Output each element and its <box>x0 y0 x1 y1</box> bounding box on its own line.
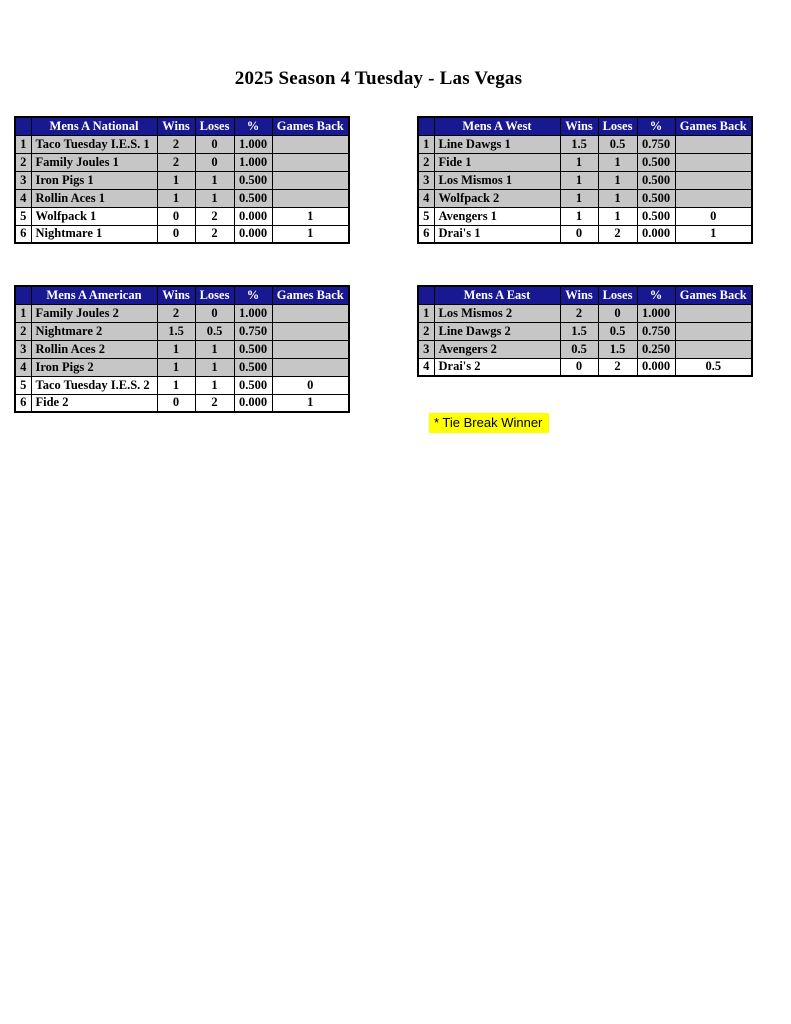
pct-cell: 0.500 <box>637 171 675 189</box>
pct-cell: 0.750 <box>637 135 675 153</box>
pct-cell: 0.750 <box>234 322 272 340</box>
standings-table-mens-a-east <box>417 285 753 377</box>
team-row <box>418 304 752 322</box>
header-row <box>418 117 752 135</box>
wins-cell: 1.5 <box>560 322 598 340</box>
loses-cell: 2 <box>195 225 234 243</box>
team-row <box>15 376 349 394</box>
loses-column-header: Loses <box>195 117 234 135</box>
team-name-cell: Iron Pigs 1 <box>31 171 157 189</box>
pct-cell: 0.250 <box>637 340 675 358</box>
games-back-cell: 0 <box>675 207 752 225</box>
team-name-cell: Fide 2 <box>31 394 157 412</box>
loses-cell: 1 <box>598 207 637 225</box>
wins-cell: 1 <box>157 358 195 376</box>
loses-cell: 2 <box>598 225 637 243</box>
loses-column-header: Loses <box>598 117 637 135</box>
loses-cell: 2 <box>195 394 234 412</box>
wins-cell: 1 <box>157 171 195 189</box>
team-row <box>418 225 752 243</box>
pct-cell: 1.000 <box>234 153 272 171</box>
pct-column-header: % <box>637 117 675 135</box>
team-row <box>15 358 349 376</box>
games-back-cell <box>272 304 349 322</box>
rank-cell: 4 <box>15 189 31 207</box>
division-name-header: Mens A East <box>434 286 560 304</box>
rank-cell: 5 <box>418 207 434 225</box>
loses-cell: 0 <box>598 304 637 322</box>
loses-cell: 1 <box>598 171 637 189</box>
loses-cell: 1 <box>195 171 234 189</box>
games-back-cell: 0 <box>272 376 349 394</box>
games-back-cell: 1 <box>272 394 349 412</box>
pct-cell: 1.000 <box>637 304 675 322</box>
rank-cell: 6 <box>15 225 31 243</box>
pct-cell: 0.500 <box>234 340 272 358</box>
pct-column-header: % <box>234 286 272 304</box>
wins-cell: 1 <box>560 207 598 225</box>
wins-cell: 1 <box>560 153 598 171</box>
wins-cell: 0 <box>560 225 598 243</box>
division-name-header: Mens A American <box>31 286 157 304</box>
loses-cell: 0 <box>195 135 234 153</box>
team-row <box>418 135 752 153</box>
team-name-cell: Avengers 1 <box>434 207 560 225</box>
loses-cell: 2 <box>598 358 637 376</box>
wins-cell: 1 <box>560 189 598 207</box>
pct-cell: 0.500 <box>637 207 675 225</box>
team-name-cell: Wolfpack 2 <box>434 189 560 207</box>
team-row <box>15 225 349 243</box>
team-name-cell: Taco Tuesday I.E.S. 1 <box>31 135 157 153</box>
rank-cell: 3 <box>15 340 31 358</box>
wins-cell: 0 <box>157 225 195 243</box>
team-name-cell: Rollin Aces 1 <box>31 189 157 207</box>
team-name-cell: Nightmare 2 <box>31 322 157 340</box>
games-back-cell <box>675 304 752 322</box>
loses-cell: 1.5 <box>598 340 637 358</box>
rank-cell: 2 <box>15 322 31 340</box>
games-back-cell <box>675 171 752 189</box>
games-back-cell <box>272 135 349 153</box>
loses-cell: 2 <box>195 207 234 225</box>
team-row <box>418 153 752 171</box>
wins-cell: 1 <box>560 171 598 189</box>
team-row <box>15 189 349 207</box>
games-back-cell: 1 <box>272 207 349 225</box>
team-row <box>15 135 349 153</box>
loses-cell: 1 <box>598 153 637 171</box>
rank-column-header <box>418 117 434 135</box>
team-name-cell: Drai's 1 <box>434 225 560 243</box>
rank-cell: 1 <box>418 135 434 153</box>
page-title: 2025 Season 4 Tuesday - Las Vegas <box>234 68 523 89</box>
pct-cell: 0.000 <box>234 207 272 225</box>
tie-break-winner-note: * Tie Break Winner <box>429 413 549 433</box>
loses-cell: 0.5 <box>195 322 234 340</box>
rank-cell: 6 <box>418 225 434 243</box>
pct-column-header: % <box>637 286 675 304</box>
games-back-cell <box>675 340 752 358</box>
pct-cell: 0.500 <box>234 376 272 394</box>
pct-cell: 0.750 <box>637 322 675 340</box>
pct-column-header: % <box>234 117 272 135</box>
loses-cell: 1 <box>195 189 234 207</box>
rank-cell: 3 <box>15 171 31 189</box>
games-back-cell <box>675 153 752 171</box>
team-name-cell: Wolfpack 1 <box>31 207 157 225</box>
rank-cell: 5 <box>15 376 31 394</box>
games-back-cell <box>272 171 349 189</box>
pct-cell: 1.000 <box>234 135 272 153</box>
team-row <box>15 340 349 358</box>
wins-cell: 1 <box>157 340 195 358</box>
games-back-cell <box>272 189 349 207</box>
team-name-cell: Nightmare 1 <box>31 225 157 243</box>
loses-cell: 1 <box>195 358 234 376</box>
rank-cell: 5 <box>15 207 31 225</box>
games-back-cell <box>272 358 349 376</box>
wins-cell: 2 <box>560 304 598 322</box>
loses-cell: 0 <box>195 304 234 322</box>
team-row <box>418 189 752 207</box>
games-back-cell: 0.5 <box>675 358 752 376</box>
wins-cell: 2 <box>157 153 195 171</box>
team-name-cell: Fide 1 <box>434 153 560 171</box>
header-row <box>15 117 349 135</box>
games-back-cell <box>272 340 349 358</box>
team-row <box>15 304 349 322</box>
team-row <box>15 394 349 412</box>
loses-column-header: Loses <box>195 286 234 304</box>
wins-column-header: Wins <box>560 117 598 135</box>
games-back-cell: 1 <box>675 225 752 243</box>
rank-cell: 1 <box>418 304 434 322</box>
team-name-cell: Avengers 2 <box>434 340 560 358</box>
games-back-cell <box>675 189 752 207</box>
wins-cell: 1.5 <box>157 322 195 340</box>
rank-cell: 2 <box>418 322 434 340</box>
pct-cell: 0.000 <box>234 394 272 412</box>
team-row <box>418 322 752 340</box>
standings-table-mens-a-american <box>14 285 350 413</box>
team-row <box>15 207 349 225</box>
team-name-cell: Family Joules 2 <box>31 304 157 322</box>
rank-column-header <box>15 117 31 135</box>
division-name-header: Mens A National <box>31 117 157 135</box>
team-name-cell: Taco Tuesday I.E.S. 2 <box>31 376 157 394</box>
standings-table-mens-a-national <box>14 116 350 244</box>
wins-cell: 0.5 <box>560 340 598 358</box>
loses-cell: 1 <box>195 340 234 358</box>
pct-cell: 0.000 <box>637 225 675 243</box>
wins-cell: 0 <box>560 358 598 376</box>
wins-column-header: Wins <box>157 286 195 304</box>
rank-cell: 3 <box>418 340 434 358</box>
rank-column-header <box>15 286 31 304</box>
games-back-cell <box>675 322 752 340</box>
games-back-cell: 1 <box>272 225 349 243</box>
team-row <box>15 153 349 171</box>
games-back-column-header: Games Back <box>272 117 349 135</box>
loses-cell: 0 <box>195 153 234 171</box>
team-row <box>418 207 752 225</box>
pct-cell: 0.500 <box>637 153 675 171</box>
games-back-cell <box>272 153 349 171</box>
wins-cell: 1 <box>157 376 195 394</box>
team-row <box>418 340 752 358</box>
team-row <box>418 358 752 376</box>
pct-cell: 0.000 <box>234 225 272 243</box>
wins-column-header: Wins <box>560 286 598 304</box>
loses-cell: 0.5 <box>598 135 637 153</box>
header-row <box>418 286 752 304</box>
pct-cell: 0.000 <box>637 358 675 376</box>
team-row <box>15 322 349 340</box>
games-back-column-header: Games Back <box>675 117 752 135</box>
wins-cell: 2 <box>157 304 195 322</box>
rank-column-header <box>418 286 434 304</box>
rank-cell: 4 <box>418 189 434 207</box>
division-name-header: Mens A West <box>434 117 560 135</box>
games-back-cell <box>272 322 349 340</box>
header-row <box>15 286 349 304</box>
rank-cell: 1 <box>15 135 31 153</box>
standings-table-mens-a-west <box>417 116 753 244</box>
rank-cell: 4 <box>418 358 434 376</box>
pct-cell: 0.500 <box>637 189 675 207</box>
pct-cell: 0.500 <box>234 358 272 376</box>
pct-cell: 0.500 <box>234 171 272 189</box>
team-row <box>15 171 349 189</box>
rank-cell: 6 <box>15 394 31 412</box>
wins-column-header: Wins <box>157 117 195 135</box>
wins-cell: 0 <box>157 207 195 225</box>
rank-cell: 3 <box>418 171 434 189</box>
team-name-cell: Los Mismos 2 <box>434 304 560 322</box>
team-name-cell: Iron Pigs 2 <box>31 358 157 376</box>
wins-cell: 1 <box>157 189 195 207</box>
wins-cell: 2 <box>157 135 195 153</box>
rank-cell: 1 <box>15 304 31 322</box>
games-back-column-header: Games Back <box>272 286 349 304</box>
team-name-cell: Family Joules 1 <box>31 153 157 171</box>
rank-cell: 4 <box>15 358 31 376</box>
loses-cell: 0.5 <box>598 322 637 340</box>
wins-cell: 0 <box>157 394 195 412</box>
rank-cell: 2 <box>15 153 31 171</box>
rank-cell: 2 <box>418 153 434 171</box>
team-name-cell: Line Dawgs 2 <box>434 322 560 340</box>
team-name-cell: Los Mismos 1 <box>434 171 560 189</box>
loses-column-header: Loses <box>598 286 637 304</box>
loses-cell: 1 <box>598 189 637 207</box>
games-back-column-header: Games Back <box>675 286 752 304</box>
pct-cell: 1.000 <box>234 304 272 322</box>
team-row <box>418 171 752 189</box>
team-name-cell: Rollin Aces 2 <box>31 340 157 358</box>
team-name-cell: Drai's 2 <box>434 358 560 376</box>
wins-cell: 1.5 <box>560 135 598 153</box>
loses-cell: 1 <box>195 376 234 394</box>
pct-cell: 0.500 <box>234 189 272 207</box>
team-name-cell: Line Dawgs 1 <box>434 135 560 153</box>
games-back-cell <box>675 135 752 153</box>
